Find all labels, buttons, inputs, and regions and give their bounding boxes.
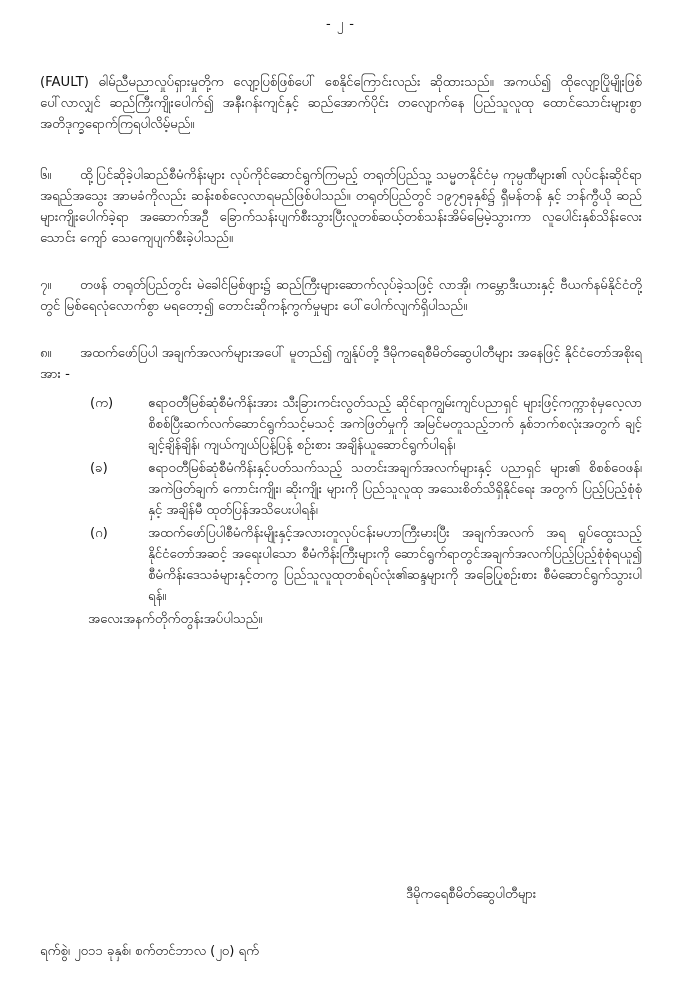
paragraph-8-text: အထက်ဖော်ပြပါ အချက်အလက်များအပေါ် မူတည်၍ ကျွန်ုပ်တို့ ဒီမိုကရေစီမိတ်ဆွေပါတီများ အနေဖြင့် နိုင်ငံတော်အစိုးရအား - <box>40 346 642 382</box>
request-item-text: ဧရာဝတီမြစ်ဆုံစီမံကိန်းနှင့်ပတ်သက်သည့် သတင်းအချက်အလက်များနှင့် ပညာရှင် များ၏ စိစစ်ဝေဖန်၊ အကဲဖြတ်ချက် ကောင်းကျိုး၊ ဆိုးကျိုး များကို ပြည်သူလူထု အသေးစိတ်သိရှိနိုင်ရေး အတွက် ပြည့်ပြည့်စုံစုံနှင့် အချိန်မီ ထုတ်ပြန်အသိပေးပါရန်၊ <box>148 461 642 518</box>
paragraph-8 <box>40 343 642 630</box>
request-item-ga <box>40 523 642 607</box>
intro-paragraph: (FAULT) ဓါမ်ညီမညာလှုပ်ရှားမှုတို့က လျော့ပြစ်ဖြစ်ပေါ် စေနိုင်ကြောင်းလည်း ဆိုထားသည်။ အကယ်၍ ထိုလျော့ပြိုမျိုးဖြစ်ပေါ်လာလျှင် ဆည်ကြီးကျိုးပေါက်၍ အနီးဂန်းကျင်နှင့် ဆည်အောက်ပိုင်း တလျောက်နေ ပြည်သူလူထု ထောင်သောင်းများစွာ အတိဒုက္ခရောက်ကြရပါလိမ့်မည်။ <box>40 75 642 132</box>
request-item-kha <box>40 458 642 521</box>
paragraph-6-text: ထို့ပြင်ဆိုခဲ့ပါဆည်စီမံကိန်းများ လုပ်ကိုင်ဆောင်ရွက်ကြမည့် တရုတ်ပြည်သူ့ သမ္မတနိုင်ငံမှ ကုမ္ပဏီများ၏ လုပ်ငန်းဆိုင်ရာ အရည်အသွေး အာမခံကိုလည်း ဆန်းစစ်လေ့လာရမည်ဖြစ်ပါသည်။ တရုတ်ပြည်တွင် ၁၉၇၅ခုနှစ်၌ ရှီမန်တန် နှင့် ဘန်ကွီယို ဆည်များကျိုးပေါက်ခဲ့ရာ အဆောက်အဦ ခြောက်သန်းပျက်စီးသွားပြီးလူတစ်ဆယ့်တစ်သန်းအိမ်မြေမဲ့သွားကာ လူပေါင်းနှစ်သိန်းလေးသောင်း ကျော် သေကျေပျက်စီးခဲ့ပါသည်။ <box>40 168 642 246</box>
paragraph-8-number: ၈။ <box>40 346 52 361</box>
paragraph-8-lead <box>40 343 642 385</box>
paragraph-7-number: ၇။ <box>40 278 52 293</box>
request-item-marker: (က) <box>90 396 114 411</box>
paragraph-6-number: ၆။ <box>40 168 52 183</box>
request-item-text: ဧရာဝတီမြစ်ဆုံစီမံကိန်းအား သီးခြားကင်းလွတ်သည့် ဆိုင်ရာကျွမ်းကျင်ပညာရှင် များဖြင့်ကက္ကာစုံမှလေ့လာစိစစ်ပြီးဆက်လက်ဆောင်ရွက်သင့်မသင့် အကဲဖြတ်မှုကို အမြင်မတူသည့်ဘက် နှစ်ဘက်စလုံးအတွက် ချင့်ချင့်ချိန်ချိန်၊ ကျယ်ကျယ်ပြန့်ပြန့် စဉ်းစား အချိန်ယူဆောင်ရွက်ပါရန်၊ <box>148 396 642 453</box>
date-line: ရက်စွဲ၊ ၂၀၁၁ ခုနှစ်၊ စက်တင်ဘာလ (၂၀) ရက် <box>40 944 260 959</box>
paragraph-7 <box>40 275 642 317</box>
paragraph-7-text: တဖန် တရုတ်ပြည်တွင်း မဲခေါင်မြစ်ဖျား၌ ဆည်ကြီးများဆောက်လုပ်ခဲ့သဖြင့် လာအို၊ ကမ္ဘောဒီးယားနှင့် ဗီယက်နမ်နိုင်ငံတို့တွင် မြစ်ရေလုံလောက်စွာ မရတော့၍ တောင်းဆိုကန့်ကွက်မှုများ ပေါ်ပေါက်လျက်ရှိပါသည်။ <box>40 278 642 314</box>
request-item-ka <box>40 393 642 456</box>
document-body <box>40 72 642 630</box>
page-number: - ၂ - <box>325 17 356 32</box>
paragraph-6 <box>40 165 642 249</box>
closing-line: အလေးအနက်တိုက်တွန်းအပ်ပါသည်။ <box>88 612 263 627</box>
request-item-marker: (ဂ) <box>90 526 108 541</box>
request-list <box>40 393 642 607</box>
request-item-text: အထက်ဖော်ပြပါစီမံကိန်းမျိုးနှင့်အလားတူလုပ်ငန်းမဟာကြီးမားပြီး အချက်အလက် အရ ရှုပ်ထွေးသည့် နိုင်ငံတော်အဆင့် အရေးပါသော စီမံကိန်းကြီးများကို ဆောင်ရွက်ရာတွင်အချက်အလက်ပြည့်ပြည့်စုံစုံရယူ၍ စီမံကိန်းဒေသခံများနှင့်တကွ ပြည်သူလူထုတစ်ရပ်လုံး၏ဆန္ဒများကို အခြေပြုစဉ်းစား စီမံဆောင်ရွက်သွားပါရန်။ <box>148 526 642 604</box>
request-item-marker: (ခ) <box>90 461 108 476</box>
signature-block: ဒီမိုကရေစီမိတ်ဆွေပါတီများ <box>406 887 537 902</box>
